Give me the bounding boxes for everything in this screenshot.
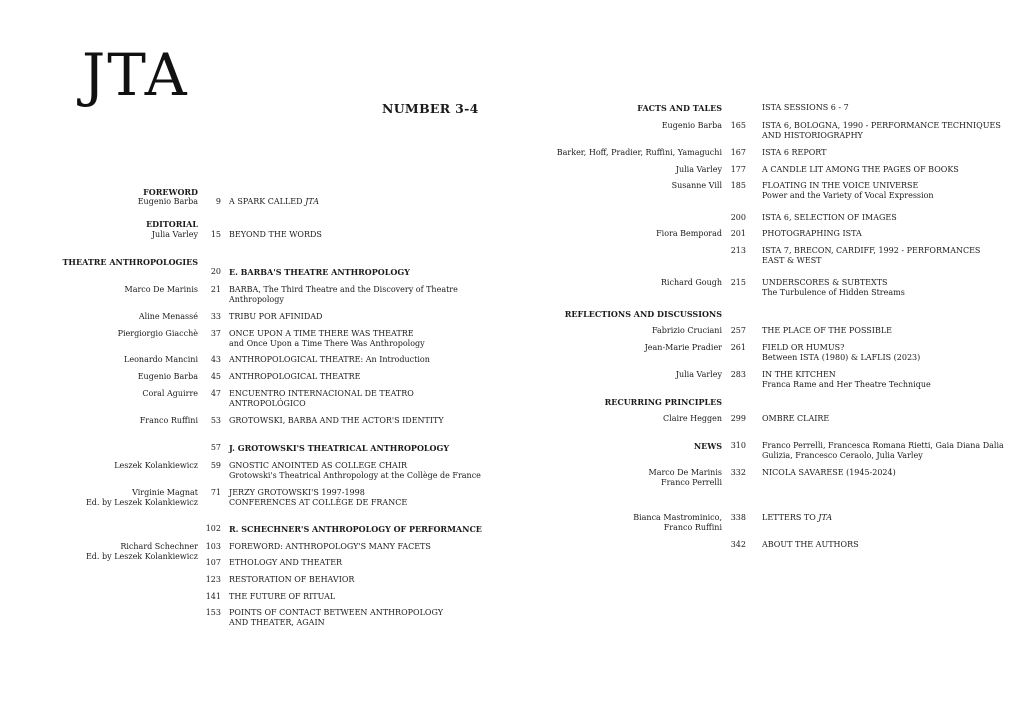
toc-page-number: 185 [730, 181, 746, 190]
toc-title[interactable]: POINTS OF CONTACT BETWEEN ANTHROPOLOGY [229, 608, 443, 617]
toc-page-number: 213 [730, 246, 746, 255]
toc-author: Coral Aguirre [142, 389, 198, 398]
toc-page-number: 310 [730, 441, 746, 450]
toc-author: Richard Gough [660, 278, 722, 287]
toc-author: Barker, Hoff, Pradier, Ruffini, Yamaguchi [556, 148, 722, 157]
journal-logo: JTA [82, 41, 189, 109]
toc-title[interactable]: PHOTOGRAPHING ISTA [762, 229, 862, 238]
toc-page-number: 102 [205, 524, 221, 533]
title-italic: JTA [818, 513, 833, 522]
toc-page-number: 15 [210, 230, 221, 239]
toc-author: Fabrizio Cruciani [651, 326, 722, 335]
toc-title[interactable]: FLOATING IN THE VOICE UNIVERSE [762, 181, 919, 190]
issue-label: NUMBER 3-4 [382, 101, 479, 116]
toc-author: Julia Varley [151, 230, 198, 239]
toc-title[interactable]: JERZY GROTOWSKI'S 1997-1998 [229, 488, 365, 497]
toc-page-number: 53 [210, 416, 221, 425]
toc-author: Richard Schechner [120, 542, 198, 551]
toc-page-number: 283 [730, 370, 746, 379]
toc-page-number: 47 [210, 389, 221, 398]
section-heading-recurring-principles: RECURRING PRINCIPLES [604, 397, 722, 407]
toc-title[interactable] [229, 197, 319, 207]
toc-page-number: 20 [210, 267, 221, 276]
section-heading-editorial: EDITORIAL [146, 219, 198, 229]
title-italic: JTA [305, 197, 319, 206]
toc-page-number: 165 [730, 121, 746, 130]
toc-author: Piergiorgio Giacchè [117, 329, 198, 338]
toc-page-number: 342 [730, 540, 746, 549]
toc-author: Franco Ruffini [139, 416, 198, 425]
toc-author: Leszek Kolankiewicz [114, 461, 198, 470]
toc-author: Virginie Magnat [132, 488, 198, 497]
toc-editor: Ed. by Leszek Kolankiewicz [85, 498, 198, 507]
toc-title[interactable]: GNOSTIC ANOINTED AS COLLEGE CHAIR [229, 461, 407, 470]
toc-title[interactable]: GROTOWSKI, BARBA AND THE ACTOR'S IDENTITY [229, 416, 444, 425]
toc-title[interactable] [762, 513, 832, 523]
toc-page-number: 177 [730, 165, 746, 174]
toc-author: Jean-Marie Pradier [644, 343, 722, 352]
toc-title[interactable]: ETHOLOGY AND THEATER [229, 558, 343, 567]
toc-author: Marco De Marinis [124, 285, 198, 294]
toc-author-line2: Franco Perrelli [661, 478, 722, 487]
toc-title-line2: Gulizia, Francesco Ceraolo, Julia Varley [762, 451, 923, 460]
toc-author: Susanne Vill [671, 181, 722, 190]
toc-page-number: 261 [730, 343, 746, 352]
toc-title-line2: Grotowski's Theatrical Anthropology at the Collège de France [229, 471, 481, 480]
toc-author: Eugenio Barba [661, 121, 722, 130]
toc-title[interactable]: ISTA 6, BOLOGNA, 1990 - PERFORMANCE TECHNIQUES [762, 121, 1001, 130]
toc-title-line2: ANTROPOLÓGICO [229, 399, 306, 408]
toc-title[interactable]: BARBA, The Third Theatre and the Discovery of Theatre [229, 285, 458, 294]
subsection-heading-ista-sessions: ISTA SESSIONS 6 - 7 [762, 103, 849, 112]
toc-title[interactable]: THE PLACE OF THE POSSIBLE [762, 326, 892, 335]
toc-page-number: 123 [205, 575, 221, 584]
toc-page-number: 338 [730, 513, 746, 522]
toc-title-line2: Franca Rame and Her Theatre Technique [762, 380, 931, 389]
toc-author-line2: Franco Ruffini [663, 523, 722, 532]
toc-author: Leonardo Mancini [124, 355, 198, 364]
toc-author: Bianca Mastrominico, [633, 513, 722, 522]
toc-title[interactable]: ISTA 6 REPORT [762, 148, 827, 157]
section-heading-reflections: REFLECTIONS AND DISCUSSIONS [564, 309, 722, 319]
subsection-heading-grotowski[interactable]: J. GROTOWSKI'S THEATRICAL ANTHROPOLOGY [229, 443, 450, 453]
toc-page-number: 9 [215, 197, 221, 206]
toc-title[interactable]: FIELD OR HUMUS? [762, 343, 845, 352]
toc-title[interactable]: ANTHROPOLOGICAL THEATRE [229, 372, 361, 381]
section-heading-facts-and-tales: FACTS AND TALES [637, 103, 722, 113]
toc-title[interactable]: ONCE UPON A TIME THERE WAS THEATRE [229, 329, 414, 338]
subsection-heading-schechner[interactable]: R. SCHECHNER'S ANTHROPOLOGY OF PERFORMANCE [229, 524, 482, 534]
toc-title[interactable]: OMBRE CLAIRE [762, 414, 830, 423]
toc-title[interactable]: FOREWORD: ANTHROPOLOGY'S MANY FACETS [229, 542, 431, 551]
toc-title-line2: Anthropology [229, 295, 284, 304]
section-heading-theatre-anthropologies: THEATRE ANTHROPOLOGIES [62, 257, 198, 267]
toc-title[interactable]: RESTORATION OF BEHAVIOR [229, 575, 355, 584]
toc-author: Fiora Bemporad [656, 229, 722, 238]
toc-page-number: 141 [205, 592, 221, 601]
title-text: A SPARK CALLED [229, 197, 306, 206]
toc-title-line2: The Turbulence of Hidden Streams [762, 288, 905, 297]
toc-title-line2: and Once Upon a Time There Was Anthropology [229, 339, 425, 348]
toc-title-line2: CONFERENCES AT COLLÈGE DE FRANCE [229, 498, 408, 507]
toc-page-number: 33 [210, 312, 221, 321]
toc-author: Aline Menassé [138, 312, 198, 321]
toc-title-line2: EAST & WEST [762, 256, 822, 265]
toc-author: Claire Heggen [663, 414, 722, 423]
toc-page-number: 37 [210, 329, 221, 338]
toc-page-number: 153 [205, 608, 221, 617]
toc-author: Eugenio Barba [137, 372, 198, 381]
toc-title[interactable]: NICOLA SAVARESE (1945-2024) [762, 468, 896, 477]
toc-page-number: 299 [730, 414, 746, 423]
toc-title[interactable]: Franco Perrelli, Francesca Romana Rietti, Gaia Diana Dalia [762, 441, 1004, 450]
toc-page-number: 107 [205, 558, 221, 567]
toc-page-number: 332 [730, 468, 746, 477]
toc-title[interactable]: BEYOND THE WORDS [229, 230, 322, 239]
title-text: LETTERS TO [762, 513, 819, 522]
toc-title-line2: Power and the Variety of Vocal Expression [762, 191, 934, 200]
toc-author: Julia Varley [675, 370, 722, 379]
toc-page-number: 215 [730, 278, 746, 287]
toc-page-number: 45 [210, 372, 221, 381]
toc-author: Eugenio Barba [137, 197, 198, 206]
section-heading-foreword: FOREWORD [143, 187, 198, 197]
toc-title[interactable]: ISTA 7, BRECON, CARDIFF, 1992 - PERFORMANCES [762, 246, 981, 255]
toc-page-number: 200 [730, 213, 746, 222]
toc-page-number: 71 [210, 488, 221, 497]
toc-page-number: 257 [730, 326, 746, 335]
toc-page-number: 21 [210, 285, 221, 294]
toc-page-number: 59 [210, 461, 221, 470]
section-heading-news: NEWS [693, 441, 722, 451]
toc-author: Julia Varley [675, 165, 722, 174]
toc-page-number: 201 [730, 229, 746, 238]
toc-title[interactable]: ANTHROPOLOGICAL THEATRE: An Introduction [229, 355, 430, 364]
toc-author: Marco De Marinis [648, 468, 722, 477]
toc-page-number: 43 [210, 355, 221, 364]
toc-title[interactable]: IN THE KITCHEN [762, 370, 836, 379]
toc-page-number: 103 [205, 542, 221, 551]
toc-title[interactable]: UNDERSCORES & SUBTEXTS [762, 278, 888, 287]
toc-title[interactable]: A CANDLE LIT AMONG THE PAGES OF BOOKS [762, 165, 959, 174]
toc-title-line2: AND HISTORIOGRAPHY [762, 131, 863, 140]
toc-title[interactable]: TRIBU POR AFINIDAD [229, 312, 323, 321]
toc-title-line2: Between ISTA (1980) & LAFLIS (2023) [762, 353, 921, 362]
toc-page-number: 57 [210, 443, 221, 452]
toc-editor: Ed. by Leszek Kolankiewicz [85, 552, 198, 561]
toc-title[interactable]: ISTA 6, SELECTION OF IMAGES [762, 213, 897, 222]
toc-page-number: 167 [730, 148, 746, 157]
toc-title-line2: AND THEATER, AGAIN [229, 618, 325, 627]
subsection-heading-barba[interactable]: E. BARBA'S THEATRE ANTHROPOLOGY [229, 267, 410, 277]
toc-title[interactable]: ABOUT THE AUTHORS [762, 540, 859, 549]
toc-title[interactable]: THE FUTURE OF RITUAL [229, 592, 336, 601]
toc-title[interactable]: ENCUENTRO INTERNACIONAL DE TEATRO [229, 389, 414, 398]
